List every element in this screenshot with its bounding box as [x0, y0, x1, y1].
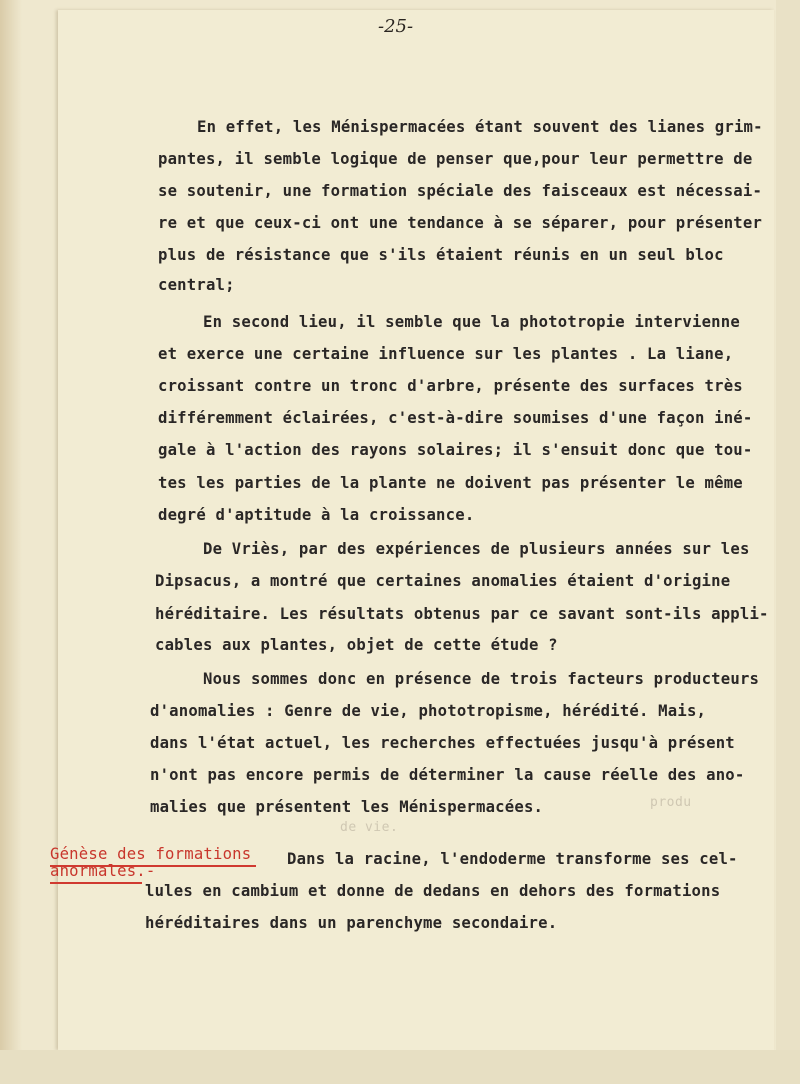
text-line: et exerce une certaine influence sur les plantes . La liane,: [158, 345, 734, 363]
text-line: En second lieu, il semble que la phototropie intervienne: [203, 313, 740, 331]
margin-heading-underline: [50, 882, 142, 884]
text-line: gale à l'action des rayons solaires; il s'ensuit donc que tou-: [158, 441, 753, 459]
text-line: De Vriès, par des expériences de plusieurs années sur les: [203, 540, 750, 558]
text-line: héréditaire. Les résultats obtenus par ce savant sont-ils appli-: [155, 605, 769, 623]
text-line: central;: [158, 276, 235, 294]
text-line: lules en cambium et donne de dedans en dehors des formations: [145, 882, 721, 900]
text-line: se soutenir, une formation spéciale des faisceaux est nécessai-: [158, 182, 763, 200]
text-line: pantes, il semble logique de penser que,pour leur permettre de: [158, 150, 753, 168]
text-line: malies que présentent les Ménispermacées.: [150, 798, 544, 816]
text-line: re et que ceux-ci ont une tendance à se séparer, pour présenter: [158, 214, 763, 232]
page-number: -25-: [378, 16, 414, 37]
text-line: différemment éclairées, c'est-à-dire soumises d'une façon iné-: [158, 409, 753, 427]
text-line: dans l'état actuel, les recherches effectuées jusqu'à présent: [150, 734, 735, 752]
bleed-through-mark: de vie.: [340, 820, 399, 835]
text-line: Dans la racine, l'endoderme transforme ses cel-: [287, 850, 738, 868]
text-line: tes les parties de la plante ne doivent pas présenter le même: [158, 474, 743, 492]
page-bottom-edge: [0, 1050, 800, 1084]
text-line: En effet, les Ménispermacées étant souvent des lianes grim-: [197, 118, 763, 136]
margin-heading-line: anormales.-: [50, 862, 156, 880]
text-line: Dipsacus, a montré que certaines anomalies étaient d'origine: [155, 572, 731, 590]
text-line: Nous sommes donc en présence de trois facteurs producteurs: [203, 670, 760, 688]
page-edge: [776, 0, 800, 1084]
text-line: n'ont pas encore permis de déterminer la cause réelle des ano-: [150, 766, 745, 784]
binding-shadow: [0, 0, 22, 1060]
text-line: plus de résistance que s'ils étaient réunis en un seul bloc: [158, 246, 724, 264]
text-line: héréditaires dans un parenchyme secondaire.: [145, 914, 558, 932]
text-line: croissant contre un tronc d'arbre, présente des surfaces très: [158, 377, 743, 395]
text-line: degré d'aptitude à la croissance.: [158, 506, 475, 524]
margin-heading-line: Génèse des formations: [50, 845, 252, 863]
text-line: cables aux plantes, objet de cette étude ?: [155, 636, 558, 654]
text-line: d'anomalies : Genre de vie, phototropisme, hérédité. Mais,: [150, 702, 707, 720]
bleed-through-mark: produ: [650, 795, 692, 810]
